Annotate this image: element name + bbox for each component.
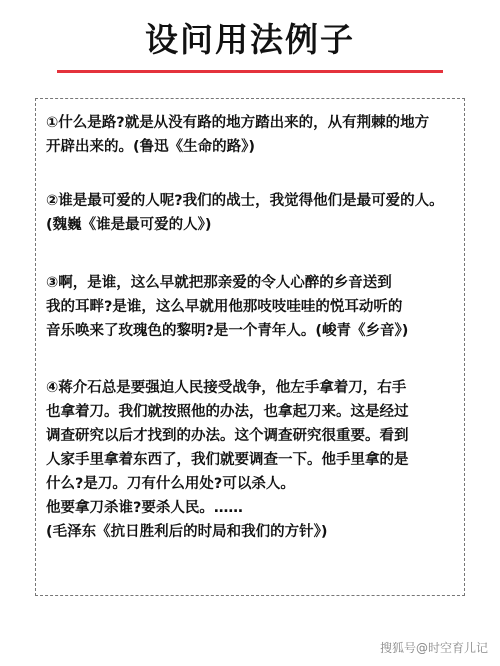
example-1: [46, 111, 429, 159]
example-4-line-4: 人家手里拿着东西了，我们就要调查一下。他手里拿的是: [46, 452, 409, 468]
example-4-line-3: 调查研究以后才找到的办法。这个调查研究很重要。看到: [46, 428, 409, 444]
example-4-line-1: ④蒋介石总是要强迫人民接受战争，他左手拿着刀，右手: [46, 380, 407, 396]
example-3: [46, 271, 408, 343]
example-4: [46, 376, 409, 544]
example-3-line-2: 我的耳畔?是谁，这么早就用他那吱吱哇哇的悦耳动听的: [46, 299, 403, 315]
example-4-line-2: 也拿着刀。我们就按照他的办法，也拿起刀来。这是经过: [46, 404, 409, 420]
example-4-line-6: 他要拿刀杀谁?要杀人民。……: [46, 500, 243, 516]
example-2-line-2: (魏巍《谁是最可爱的人》): [46, 217, 212, 233]
example-4-line-5: 什么?是刀。刀有什么用处?可以杀人。: [46, 476, 295, 492]
example-3-line-3: 音乐唤来了玫瑰色的黎明?是一个青年人。(峻青《乡音》): [46, 323, 409, 339]
watermark: 搜狐号@时空育儿记: [379, 641, 488, 655]
page-title: 设问用法例子: [145, 20, 355, 59]
example-1-line-1: ①什么是路?就是从没有路的地方踏出来的，从有荆棘的地方: [46, 115, 430, 131]
example-2: [46, 189, 444, 237]
example-3-line-1: ③啊，是谁，这么早就把那亲爱的令人心醉的乡音送到: [46, 275, 392, 291]
title-underline: [57, 70, 443, 73]
example-1-line-2: 开辟出来的。(鲁迅《生命的路》): [46, 139, 256, 155]
example-2-line-1: ②谁是最可爱的人呢?我们的战士，我觉得他们是最可爱的人。: [46, 193, 444, 209]
example-4-line-7: (毛泽东《抗日胜利后的时局和我们的方针》): [46, 524, 328, 540]
